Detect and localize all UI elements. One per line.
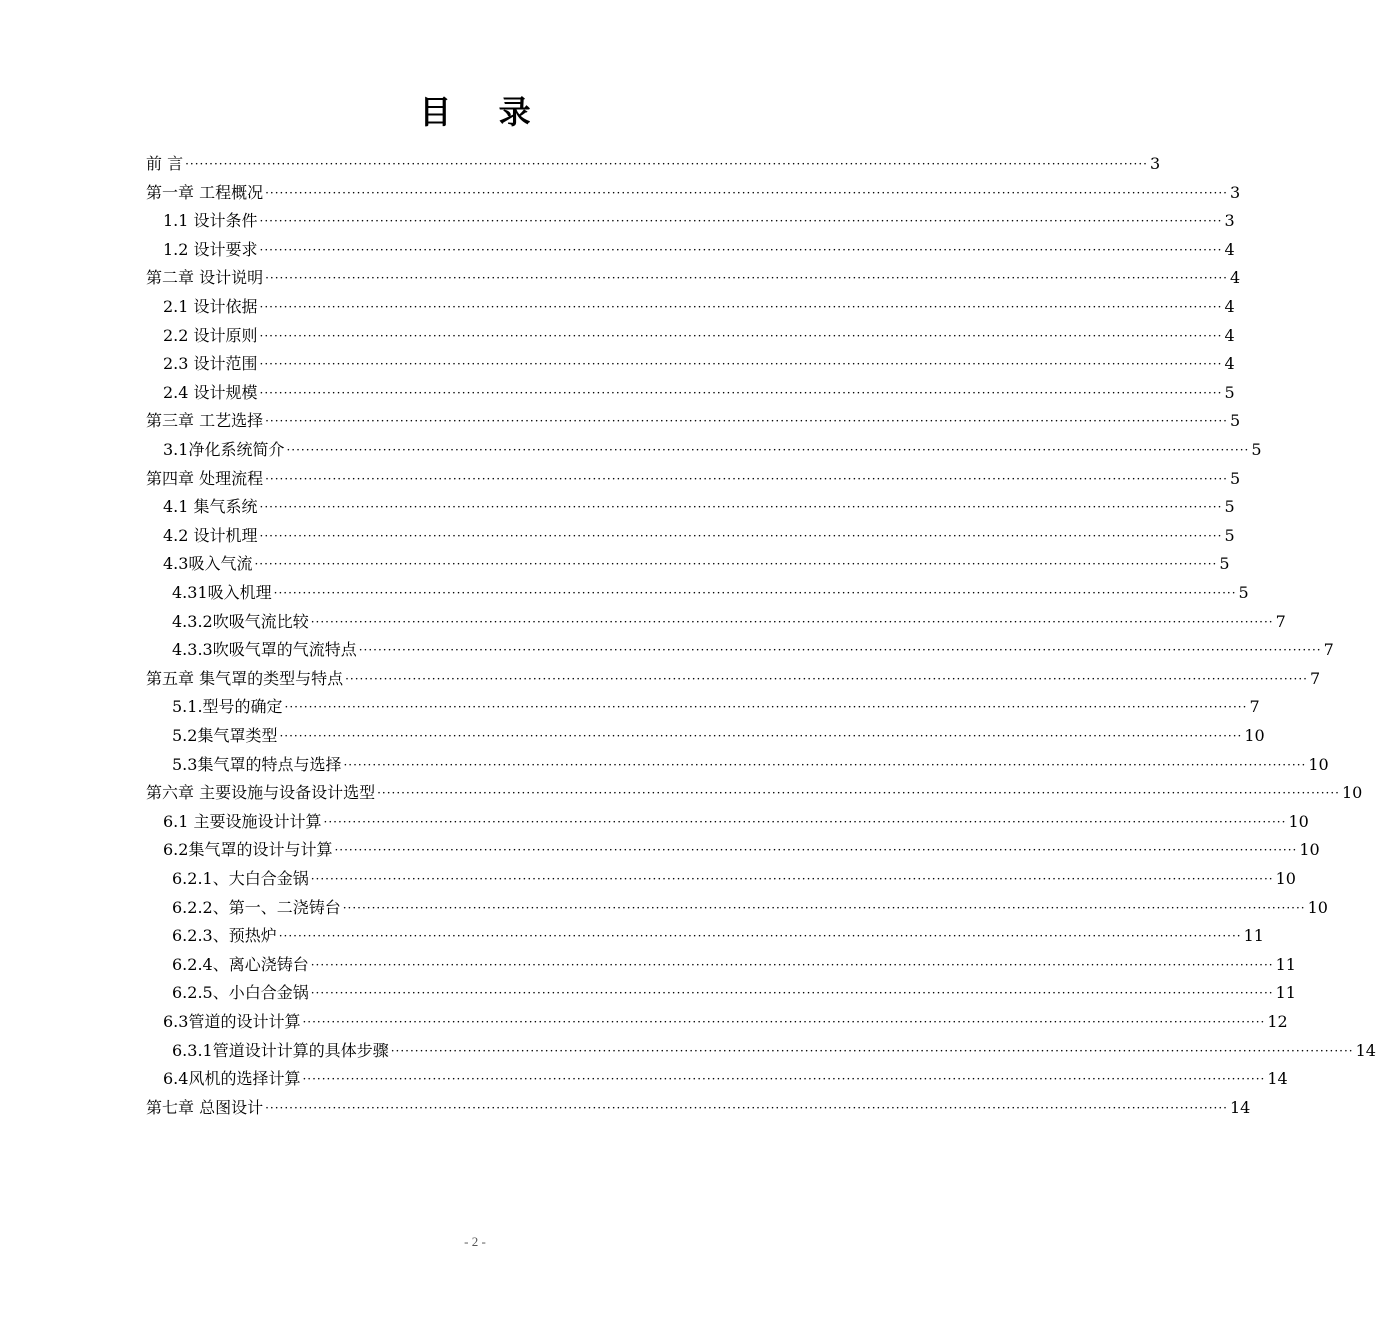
toc-entry-label: 第四章 处理流程 — [146, 468, 264, 488]
toc-entry[interactable] — [146, 264, 1241, 292]
toc-entry-label: 3.1净化系统简介 — [163, 440, 285, 459]
toc-entry-page: 7 — [1309, 668, 1321, 688]
dot-leader: ········································································································································································································ — [310, 986, 1274, 1001]
toc-entry-label: 第三章 工艺选择 — [146, 411, 264, 431]
toc-entry[interactable] — [172, 722, 1265, 750]
dot-leader: ········································································································································································································ — [278, 929, 1242, 944]
toc-entry-page: 7 — [1323, 640, 1334, 660]
toc-entry-page: 4 — [1224, 354, 1235, 374]
dot-leader: ········································································································································································································ — [323, 814, 1287, 829]
toc-entry-page: 10 — [1288, 811, 1309, 831]
toc-entry-label: 6.2.1、大白合金锅 — [172, 869, 309, 888]
dot-leader: ········································································································································································································ — [310, 872, 1274, 886]
toc-entry-page: 5 — [1229, 468, 1241, 488]
toc-entry[interactable] — [163, 1008, 1288, 1036]
dot-leader: ········································································································································································································ — [265, 471, 1228, 486]
toc-entry-page: 5 — [1219, 554, 1230, 574]
dot-leader: ········································································································································································································ — [334, 843, 1298, 858]
toc-entry-label: 4.3.3吹吸气罩的气流特点 — [172, 640, 357, 660]
toc-entry[interactable] — [146, 179, 1241, 207]
toc-entry-page: 12 — [1267, 1012, 1288, 1031]
toc-entry[interactable] — [172, 1037, 1376, 1065]
toc-entry-page: 4 — [1224, 297, 1235, 316]
toc-entry-page: 3 — [1149, 154, 1161, 173]
toc-entry-page: 5 — [1251, 440, 1262, 459]
toc-entry-page: 10 — [1341, 783, 1363, 803]
toc-entry[interactable] — [172, 579, 1249, 607]
toc-entry-page: 10 — [1307, 897, 1328, 917]
toc-entry[interactable] — [163, 322, 1235, 350]
toc-entry-label: 4.3.2吹吸气流比较 — [172, 611, 309, 631]
toc-entry[interactable] — [172, 693, 1260, 721]
dot-leader: ········································································································································································································ — [254, 557, 1218, 572]
dot-leader: ········································································································································································································ — [279, 729, 1243, 743]
toc-entry-label: 第二章 设计说明 — [146, 268, 264, 288]
toc-entry[interactable] — [163, 350, 1235, 378]
toc-entry[interactable] — [163, 436, 1262, 464]
toc-entry[interactable] — [163, 236, 1235, 264]
toc-entry-label: 2.3 设计范围 — [163, 354, 258, 374]
toc-entry-label: 5.1.型号的确定 — [172, 697, 283, 717]
toc-entry[interactable] — [163, 550, 1230, 578]
toc-entry-label: 2.4 设计规模 — [163, 382, 258, 402]
toc-entry-page: 14 — [1267, 1069, 1288, 1089]
toc-entry-page: 10 — [1275, 869, 1296, 888]
page-title: 目 录 — [419, 93, 549, 131]
toc-entry[interactable] — [163, 293, 1235, 321]
dot-leader: ········································································································································································································ — [265, 414, 1228, 429]
toc-entry-label: 4.31吸入机理 — [172, 583, 272, 602]
toc-entry[interactable] — [146, 665, 1321, 693]
dot-leader: ········································································································································································································ — [265, 1100, 1228, 1115]
dot-leader: ········································································································································································································ — [310, 614, 1274, 629]
toc-entry-label: 5.2集气罩类型 — [172, 726, 278, 745]
toc-entry-page: 5 — [1224, 497, 1235, 517]
toc-entry[interactable] — [163, 808, 1309, 836]
dot-leader: ········································································································································································································ — [259, 357, 1223, 372]
toc-entry-page: 10 — [1244, 726, 1265, 745]
toc-entry-page: 4 — [1229, 268, 1241, 288]
dot-leader: ········································································································································································································ — [259, 328, 1223, 343]
toc-entry-label: 2.1 设计依据 — [163, 297, 258, 316]
toc-entry-label: 1.2 设计要求 — [163, 239, 258, 259]
toc-entry-label: 第六章 主要设施与设备设计选型 — [146, 783, 376, 803]
dot-leader: ········································································································································································································ — [302, 1072, 1266, 1087]
toc-entry-page: 14 — [1355, 1040, 1376, 1060]
toc-entry[interactable] — [172, 636, 1334, 664]
dot-leader: ········································································································································································································ — [259, 242, 1223, 257]
toc-entry[interactable] — [172, 608, 1286, 636]
toc-entry-page: 7 — [1275, 611, 1286, 631]
toc-entry-page: 7 — [1249, 697, 1260, 717]
dot-leader: ········································································································································································································ — [259, 385, 1223, 400]
dot-leader: ········································································································································································································ — [377, 786, 1340, 801]
toc-entry-label: 6.4风机的选择计算 — [163, 1069, 301, 1089]
toc-entry[interactable] — [163, 379, 1235, 407]
dot-leader: ········································································································································································································ — [345, 671, 1308, 686]
toc-entry-page: 5 — [1224, 525, 1235, 545]
dot-leader: ········································································································································································································ — [185, 157, 1148, 171]
toc-entry-label: 6.2.4、离心浇铸台 — [172, 954, 309, 974]
toc-entry-page: 14 — [1229, 1097, 1251, 1117]
dot-leader: ········································································································································································································ — [259, 500, 1223, 515]
dot-leader: ········································································································································································································ — [358, 643, 1322, 658]
dot-leader: ········································································································································································································ — [286, 443, 1250, 457]
toc-entry-label: 4.1 集气系统 — [163, 497, 258, 517]
toc-entry-page: 11 — [1275, 954, 1296, 974]
dot-leader: ········································································································································································································ — [259, 300, 1223, 314]
dot-leader: ········································································································································································································ — [343, 757, 1307, 772]
toc-entry-page: 5 — [1238, 583, 1249, 602]
dot-leader: ········································································································································································································ — [265, 271, 1228, 286]
toc-entry[interactable] — [172, 865, 1296, 893]
toc-entry-page: 3 — [1224, 211, 1235, 231]
toc-entry[interactable] — [146, 779, 1363, 807]
toc-entry-label: 4.3吸入气流 — [163, 554, 253, 574]
toc-entry-page: 4 — [1224, 325, 1235, 345]
toc-entry-page: 5 — [1229, 411, 1241, 431]
dot-leader: ········································································································································································································ — [310, 957, 1274, 972]
toc-entry-page: 3 — [1229, 182, 1241, 202]
toc-entry-label: 6.2集气罩的设计与计算 — [163, 840, 333, 860]
toc-entry[interactable] — [146, 407, 1241, 435]
toc-entry-page: 10 — [1299, 840, 1320, 860]
toc-entry[interactable] — [172, 951, 1296, 979]
toc-entry[interactable] — [163, 207, 1235, 235]
toc-entry[interactable] — [163, 522, 1235, 550]
toc-entry[interactable] — [172, 751, 1329, 779]
toc-entry-label: 6.2.5、小白合金锅 — [172, 983, 309, 1003]
toc-entry-label: 1.1 设计条件 — [163, 211, 258, 231]
dot-leader: ········································································································································································································ — [390, 1043, 1354, 1058]
page-number-footer: - 2 - — [464, 1234, 486, 1249]
toc-entry[interactable] — [163, 836, 1320, 864]
toc-entry[interactable] — [163, 1065, 1288, 1093]
dot-leader: ········································································································································································································ — [259, 214, 1223, 229]
toc-entry[interactable] — [146, 150, 1161, 178]
toc-entry-label: 第一章 工程概况 — [146, 182, 264, 202]
toc-entry[interactable] — [172, 894, 1328, 922]
toc-entry[interactable] — [146, 465, 1241, 493]
toc-entry-label: 第五章 集气罩的类型与特点 — [146, 668, 344, 688]
dot-leader: ········································································································································································································ — [259, 528, 1223, 543]
toc-entry-page: 4 — [1224, 239, 1235, 259]
toc-entry-label: 2.2 设计原则 — [163, 325, 258, 345]
toc-entry-label: 6.1 主要设施设计计算 — [163, 811, 322, 831]
dot-leader: ········································································································································································································ — [273, 586, 1237, 600]
dot-leader: ········································································································································································································ — [302, 1015, 1266, 1029]
toc-entry[interactable] — [146, 1094, 1251, 1122]
toc-entry-label: 前 言 — [146, 154, 184, 173]
toc-entry-label: 4.2 设计机理 — [163, 525, 258, 545]
toc-entry-label: 6.3.1管道设计计算的具体步骤 — [172, 1040, 389, 1060]
toc-entry-page: 11 — [1243, 926, 1264, 946]
toc-entry[interactable] — [172, 922, 1264, 950]
toc-entry[interactable] — [163, 493, 1235, 521]
dot-leader: ········································································································································································································ — [265, 185, 1228, 200]
toc-entry-page: 5 — [1224, 382, 1235, 402]
toc-entry-page: 10 — [1308, 754, 1329, 774]
toc-entry-label: 5.3集气罩的特点与选择 — [172, 754, 342, 774]
toc-entry-page: 11 — [1275, 983, 1296, 1003]
toc-entry-label: 6.2.3、预热炉 — [172, 926, 277, 946]
toc-entry-label: 第七章 总图设计 — [146, 1097, 264, 1117]
dot-leader: ········································································································································································································ — [284, 700, 1248, 715]
toc-entry-label: 6.2.2、第一、二浇铸台 — [172, 897, 341, 917]
dot-leader: ········································································································································································································ — [342, 900, 1306, 915]
toc-entry[interactable] — [172, 979, 1296, 1007]
toc-entry-label: 6.3管道的设计计算 — [163, 1012, 301, 1031]
